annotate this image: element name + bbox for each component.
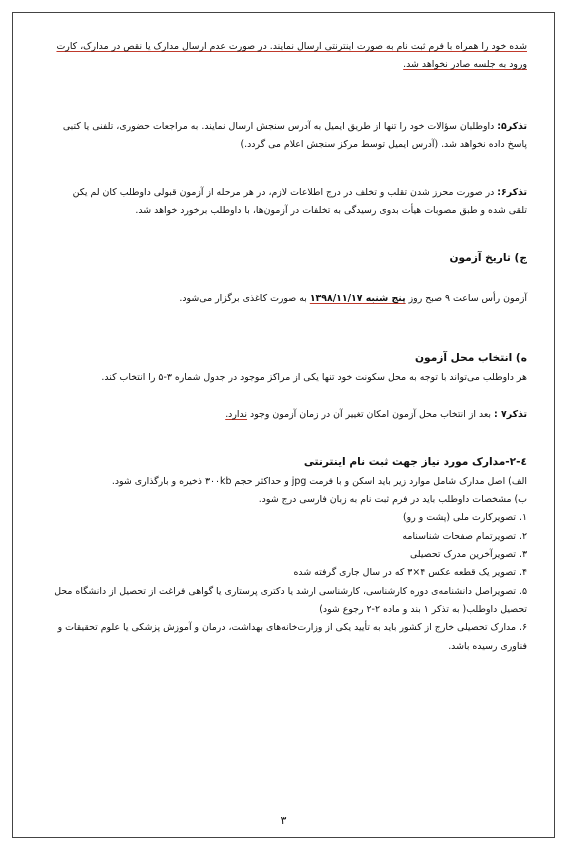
document-list-item: ۲. تصویرتمام صفحات شناسنامه xyxy=(402,530,527,542)
document-list-item: فناوری رسیده باشد. xyxy=(448,640,527,652)
note-6-line-2: تلقی شده و طبق مصوبات هیأت بدوی رسیدگی به تخلفات در آزمون‌ها، با داوطلب برخورد خواهد شد. xyxy=(135,205,527,217)
note-6-line-1: در صورت محرز شدن تقلب و تخلف در درج اطلاعات لازم، در هر مرحله از آزمون قبولی داوطلب کان لم یکن xyxy=(72,187,495,198)
document-list-item: ۶. مدارک تحصیلی خارج از کشور باید به تأیید یکی از وزارت‌خانه‌های بهداشت، درمان و آموزش پزشکی یا علوم تحقیقات و xyxy=(57,622,527,634)
note-7-underlined: ندارد. xyxy=(225,409,248,420)
note-5-line-1: داوطلبان سؤالات خود را تنها از طریق ایمیل به آدرس سنجش ارسال نمایند. به مراجعات حضوری، تلفنی یا کتبی xyxy=(62,121,495,132)
exam-date-text-before: آزمون رأس ساعت ۹ صبح روز xyxy=(408,293,527,304)
section-exam-location xyxy=(40,348,527,387)
document-list-item: ۴. تصویر یک قطعه عکس ۴×۳ که در سال جاری گرفته شده xyxy=(293,567,527,579)
exam-date-highlight: پنج شنبه ۱۳۹۸/۱۱/۱۷ xyxy=(309,293,406,304)
section-required-documents-heading: ٤-۲-مدارک مورد نیاز جهت ثبت نام اینترنتی xyxy=(303,456,527,468)
document-list-item: ۵. تصویراصل دانشنامه‌ی دوره کارشناسی، کارشناسی ارشد یا دکتری پرستاری یا گواهی فراغت از تحصیل از دانشگاه محل xyxy=(54,585,527,597)
section-required-documents xyxy=(40,452,527,656)
note-5 xyxy=(40,118,527,155)
document-list-item: تحصیل داوطلب( به تذکر ۱ بند و ماده ۲-۲ رجوع شود) xyxy=(319,603,527,615)
intro-line-2: ورود به جلسه صادر نخواهد شد. xyxy=(403,59,527,71)
note-7-text: بعد از انتخاب محل آزمون امکان تغییر آن در زمان آزمون وجود xyxy=(250,409,492,420)
documents-item-a: الف) اصل مدارک شامل موارد زیر باید اسکن و با فرمت jpg و حداکثر حجم ۳۰۰kb ذخیره و بارگذاری شود. xyxy=(111,475,527,487)
intro-paragraph xyxy=(40,38,527,75)
section-exam-location-text: هر داوطلب می‌تواند با توجه به محل سکونت خود تنها یکی از مراکز موجود در جدول شماره ۳-۵ را انتخاب کند. xyxy=(101,371,527,383)
note-6-label: تذکر۶: xyxy=(497,187,527,198)
note-6 xyxy=(40,184,527,221)
section-exam-date xyxy=(40,248,527,269)
section-exam-date-heading: ج) تاریخ آزمون xyxy=(449,252,527,264)
document-list-item: ۱. تصویرکارت ملی (پشت و رو) xyxy=(403,512,527,524)
intro-line-1: شده خود را همراه با فرم ثبت نام به صورت اینترنتی ارسال نمایند. در صورت عدم ارسال مدارک یا نقص در مدارک، کارت xyxy=(56,41,527,52)
document-page xyxy=(40,38,527,827)
document-list-item: ۳. تصویرآخرین مدرک تحصیلی xyxy=(409,548,527,560)
documents-item-b: ب) مشخصات داوطلب باید در فرم ثبت نام به زبان فارسی درج شود. xyxy=(258,493,527,505)
exam-date-text-after: به صورت کاغذی برگزار می‌شود. xyxy=(179,293,307,304)
section-exam-location-heading: ه) انتخاب محل آزمون xyxy=(415,352,527,364)
note-7-label: تذکر۷ : xyxy=(494,409,527,420)
note-7 xyxy=(40,406,527,424)
page-number: ۳ xyxy=(280,814,287,827)
exam-date-paragraph xyxy=(40,290,527,308)
note-5-label: تذکر۵: xyxy=(497,121,527,132)
note-5-line-2: پاسخ داده نخواهد شد. (آدرس ایمیل توسط مرکز سنجش اعلام می گردد.) xyxy=(240,139,527,151)
